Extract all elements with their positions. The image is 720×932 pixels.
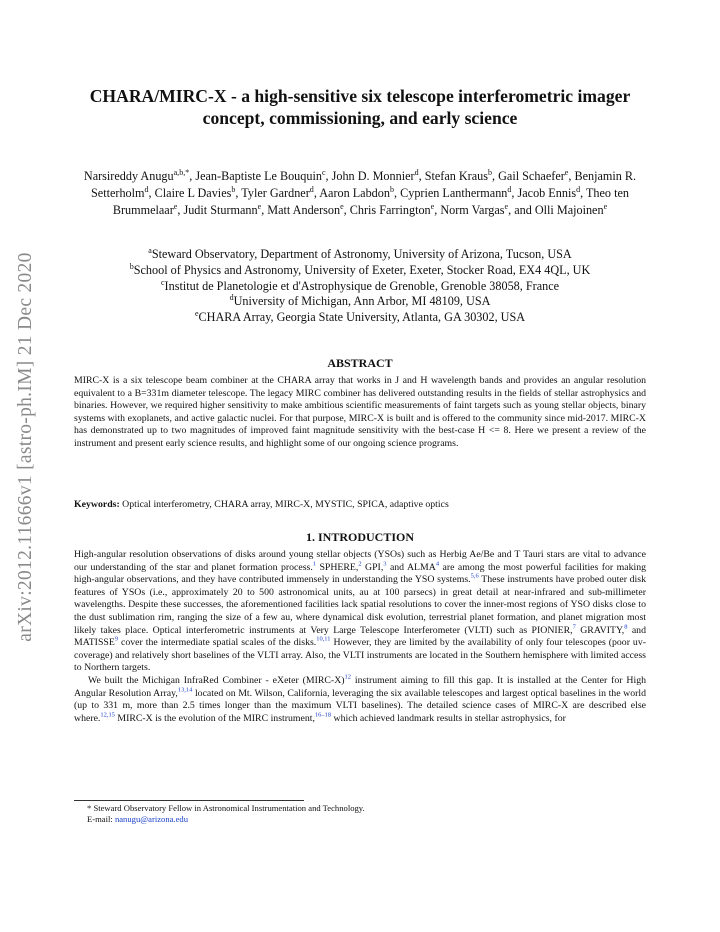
introduction-heading: 1. INTRODUCTION <box>305 530 414 544</box>
paper-title: CHARA/MIRC-X - a high-sensitive six telescope interferometric imager concept, commissioning, and early science <box>89 86 631 128</box>
footnotes <box>74 803 659 826</box>
abstract-heading: ABSTRACT <box>327 356 393 370</box>
intro-paragraph-2: We built the Michigan InfraRed Combiner - eXeter (MIRC-X)$^{12}$ instrument aiming to fill this gap. It is installed at the Center for High Angular Resolution Array,$^{13,14}$ located on Mt. Wilson, California, leveraging the six available telescopes and largest optical baselines in the world (up to 331 m, more than 2.5 times longer than the maximum VLTI baselines). The detailed science cases of MIRC-X are described else where.$^{12,15}$ MIRC-X is the evolution of the MIRC instrument,$^{16-18}$ which achieved landmark results in stellar astrophysics, for <box>74 673 646 724</box>
email-link[interactable]: nanugu@arizona.edu <box>114 814 188 825</box>
footnote-divider <box>74 800 304 801</box>
intro-paragraph-1: High-angular resolution observations of disks around young stellar objects (YSOs) such as Herbig Ae/Be and T Tauri stars are vital to advance our understanding of the star and planet formation process.$^1$ SPHERE,$^2$ GPI,$^3$ and ALMA$^4$ are among the most powerful facilities for making high-angular observations, and they have contributed immensely in understanding the YSO systems.$^{5,6}$ These instruments have probed outer disk features of YSOs (i.e., approximately 20 to 500 astronomical units, au at 100 parsecs) in great detail at near-infrared and sub-millimeter wavelengths. Despite these successes, the aforementioned facilities lack spatial resolutions to cover the inner-most regions of YSO disks close to the dust sublimation rim, ranging the size of a few au, where dynamical disk evolution, terrestrial planet formation, and planet migration most likely takes place. Optical interferometric instruments at Very Large Telescope Interferometer (VLTI) such as PIONIER,$^7$ GRAVITY,$^8$ and MATISSE$^9$ cover the intermediate spatial scales of the disks.$^{10,11}$ However, they are limited by the availability of only four telescopes (poor uv-coverage) and relatively short baselines of the VLTI array. Also, the VLTI instruments are located in the Southern hemisphere with limited access to Northern targets. <box>74 549 647 674</box>
affiliation-e: $^e$CHARA Array, Georgia State University, Atlanta, GA 30302, USA <box>194 309 526 325</box>
author-list: Narsireddy Anugu$^{a,b,*}$, Jean-Baptiste Le Bouquin$^c$, John D. Monnier$^d$, Stefan Kraus$^b$, Gail Schaefer$^e$, Benjamin R. Setterholm$^d$, Claire L Davies$^b$, Tyler Gardner$^d$, Aaron Labdon$^b$, Cyprien Lanthermann$^d$, Jacob Ennis$^d$, Theo ten Brummelaar$^e$, Judit Sturmann$^e$, Matt Anderson$^e$, Chris Farrington$^e$, Norm Vargas$^e$, and Olli Majoinen$^e$ <box>83 167 637 217</box>
keywords <box>74 499 646 512</box>
footnote-email <box>87 814 659 825</box>
email-label: E-mail: <box>87 814 113 825</box>
arxiv-identifier-stamp <box>12 232 40 662</box>
arxiv-id-text: arXiv:2012.11666v1 [astro-ph.IM] 21 Dec 2020 <box>15 252 36 642</box>
affiliation-b: $^b$School of Physics and Astronomy, University of Exeter, Exeter, Stocker Road, EX4 4QL, UK <box>129 261 591 277</box>
introduction-body <box>74 549 646 725</box>
affiliations <box>74 247 646 326</box>
keywords-list: Optical interferometry, CHARA array, MIRC-X, MYSTIC, SPICA, adaptive optics <box>122 499 449 510</box>
abstract-body: MIRC-X is a six telescope beam combiner at the CHARA array that works in J and H wavelength bands and provides an angular resolution equivalent to a B=331m diameter telescope. The legacy MIRC combiner has delivered outstanding results in the fields of stellar astrophysics and binaries. However, we required higher sensitivity to make ambitious scientific measurements of faint targets such as young stellar objects, binary systems with exoplanets, and active galactic nuclei. For that purpose, MIRC-X is built and is offered to the community since mid-2017. MIRC-X has demonstrated up to two magnitudes of improved faint magnitude sensitivity with the best-case H <= 8. Here we present a review of the instrument and present early science results, and highlight some of our ongoing science programs. <box>74 375 646 449</box>
footnote-fellow: * Steward Observatory Fellow in Astronomical Instrumentation and Technology. <box>87 803 365 813</box>
affiliation-c: $^c$Institut de Planetologie et d'Astrophysique de Grenoble, Grenoble 38058, France <box>160 277 560 293</box>
affiliation-a: $^a$Steward Observatory, Department of Astronomy, University of Arizona, Tucson, USA <box>148 245 572 261</box>
keywords-label: Keywords: <box>74 499 120 510</box>
affiliation-d: $^d$University of Michigan, Ann Arbor, MI 48109, USA <box>229 293 491 309</box>
